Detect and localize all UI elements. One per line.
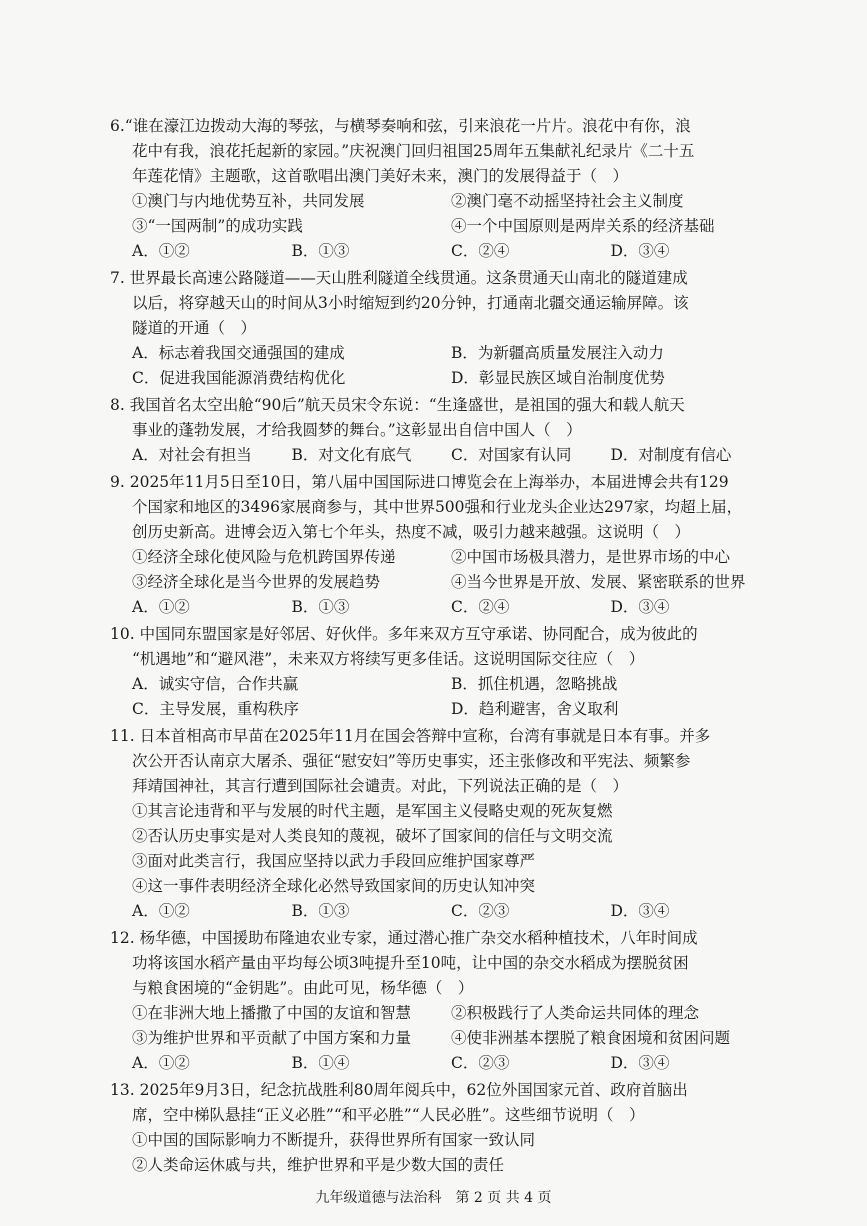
answer-option[interactable]: B．①④ xyxy=(291,1054,350,1072)
answer-option[interactable]: D．趋利避害，舍义取利 xyxy=(451,700,619,718)
question-stem-line: 10. 中国同东盟国家是好邻居、好伙伴。多年来双方互守承诺、协同配合，成为彼此的 xyxy=(110,625,698,643)
answer-option[interactable]: C．促进我国能源消费结构优化 xyxy=(132,369,346,387)
answer-option[interactable]: B．①③ xyxy=(291,902,350,920)
option-row xyxy=(110,341,770,366)
answer-option[interactable]: B．抓住机遇，忽略挑战 xyxy=(451,675,618,693)
question-12 xyxy=(110,926,770,1076)
answer-option[interactable]: A．标志着我国交通强国的建成 xyxy=(132,344,345,362)
question-stem-line: 与粮食困境的“金钥匙”。由此可见，杨华德（ ） xyxy=(132,979,474,997)
answer-option[interactable]: A．①② xyxy=(132,598,190,616)
answer-option[interactable]: D．彰显民族区域自治制度优势 xyxy=(451,369,665,387)
question-stem-line: “机遇地”和“避风港”，未来双方将续写更多佳话。这说明国际交往应（ ） xyxy=(132,650,645,668)
answer-option[interactable]: C．②③ xyxy=(451,1054,510,1072)
question-stem-line: 拜靖国神社，其言行遭到国际社会谴责。对此，下列说法正确的是（ ） xyxy=(132,777,629,795)
statement-item: ①中国的国际影响力不断提升，获得世界所有国家一致认同 xyxy=(132,1131,536,1149)
question-stem-line: 以后，将穿越天山的时间从3小时缩短到约20分钟，打通南北疆交通运输屏障。该 xyxy=(132,294,689,312)
option-row xyxy=(110,1051,770,1076)
option-row xyxy=(110,443,770,468)
question-stem-line: 席，空中梯队悬挂“正义必胜”“和平必胜”“人民必胜”。这些细节说明（ ） xyxy=(132,1106,645,1124)
question-stem-line: 隧道的开通（ ） xyxy=(132,319,257,337)
question-7 xyxy=(110,266,770,391)
statement-row xyxy=(110,545,770,570)
question-10 xyxy=(110,622,770,722)
question-stem-line: 12. 杨华德，中国援助布隆迪农业专家，通过潜心推广杂交水稻种植技术，八年时间成 xyxy=(110,929,698,947)
statement-row xyxy=(110,189,770,214)
answer-option[interactable]: D．③④ xyxy=(610,242,670,260)
statement-item: ①在非洲大地上播撒了中国的友谊和智慧 xyxy=(132,1004,412,1022)
statement-item: ②澳门毫不动摇坚持社会主义制度 xyxy=(451,192,684,210)
statement-row xyxy=(110,1026,770,1051)
statement-item: ②否认历史事实是对人类良知的蔑视，破坏了国家间的信任与文明交流 xyxy=(132,827,613,845)
answer-option[interactable]: B．①③ xyxy=(291,598,350,616)
statement-item: ①澳门与内地优势互补，共同发展 xyxy=(132,192,365,210)
statement-item: ④使非洲基本摆脱了粮食困境和贫困问题 xyxy=(451,1029,731,1047)
question-stem-line: 7. 世界最长高速公路隧道——天山胜利隧道全线贯通。这条贯通天山南北的隧道建成 xyxy=(110,269,688,287)
question-11 xyxy=(110,724,770,924)
statement-item: ①其言论违背和平与发展的时代主题，是军国主义侵略史观的死灰复燃 xyxy=(132,802,613,820)
statement-item: ③经济全球化是当今世界的发展趋势 xyxy=(132,573,381,591)
question-stem-line: 8. 我国首名太空出舱“90后”航天员宋令东说：“生逢盛世，是祖国的强大和载人航天 xyxy=(110,396,685,414)
option-row xyxy=(110,366,770,391)
question-list xyxy=(110,114,770,1180)
question-8 xyxy=(110,393,770,468)
statement-item: ③“一国两制”的成功实践 xyxy=(132,217,303,235)
option-row xyxy=(110,672,770,697)
question-9 xyxy=(110,470,770,620)
answer-option[interactable]: C．②③ xyxy=(451,902,510,920)
statement-item: ④一个中国原则是两岸关系的经济基础 xyxy=(451,217,715,235)
question-stem-line: 次公开否认南京大屠杀、强征“慰安妇”等历史事实，还主张修改和平宪法、频繁参 xyxy=(132,752,691,770)
statement-row xyxy=(110,214,770,239)
answer-option[interactable]: C．②④ xyxy=(451,242,510,260)
question-stem-line: 事业的蓬勃发展，才给我圆梦的舞台。”这彰显出自信中国人（ ） xyxy=(132,421,582,439)
answer-option[interactable]: C．主导发展，重构秩序 xyxy=(132,700,299,718)
statement-row xyxy=(110,1001,770,1026)
page-footer: 九年级道德与法治科 第 2 页 共 4 页 xyxy=(315,1190,552,1206)
answer-option[interactable]: A．①② xyxy=(132,242,190,260)
answer-option[interactable]: D．③④ xyxy=(610,598,670,616)
question-stem-line: 11. 日本首相高市早苗在2025年11月在国会答辩中宣称，台湾有事就是日本有事。并多 xyxy=(110,727,711,745)
question-stem-line: 年莲花情》主题歌，这首歌唱出澳门美好未来，澳门的发展得益于（ ） xyxy=(132,167,629,185)
question-stem-line: 13. 2025年9月3日，纪念抗战胜利80周年阅兵中，62位外国国家元首、政府首脑出 xyxy=(110,1081,688,1099)
statement-row xyxy=(110,570,770,595)
question-stem-line: 9. 2025年11月5日至10日，第八届中国国际进口博览会在上海举办，本届进博会共有129 xyxy=(110,473,729,491)
answer-option[interactable]: D．对制度有信心 xyxy=(610,446,732,464)
question-13 xyxy=(110,1078,770,1178)
statement-item: ②积极践行了人类命运共同体的理念 xyxy=(451,1004,700,1022)
answer-option[interactable]: A．诚实守信，合作共赢 xyxy=(132,675,299,693)
option-row xyxy=(110,595,770,620)
answer-option[interactable]: A．①② xyxy=(132,1054,190,1072)
question-stem-line: 花中有我，浪花托起新的家园。”庆祝澳门回归祖国25周年五集献礼纪录片《二十五 xyxy=(132,142,695,160)
statement-item: ③为维护世界和平贡献了中国方案和力量 xyxy=(132,1029,412,1047)
statement-item: ④当今世界是开放、发展、紧密联系的世界 xyxy=(451,573,746,591)
question-6 xyxy=(110,114,770,264)
option-row xyxy=(110,697,770,722)
answer-option[interactable]: A．①② xyxy=(132,902,190,920)
question-stem-line: 创历史新高。进博会迈入第七个年头，热度不减，吸引力越来越强。这说明（ ） xyxy=(132,523,691,541)
question-stem-line: 6.“谁在濠江边拨动大海的琴弦，与横琴奏响和弦，引来浪花一片片。浪花中有你，浪 xyxy=(110,117,691,135)
answer-option[interactable]: C．对国家有认同 xyxy=(451,446,572,464)
option-row xyxy=(110,239,770,264)
answer-option[interactable]: B．为新疆高质量发展注入动力 xyxy=(451,344,664,362)
answer-option[interactable]: D．③④ xyxy=(610,902,670,920)
statement-item: ②人类命运休戚与共，维护世界和平是少数大国的责任 xyxy=(132,1156,505,1174)
answer-option[interactable]: D．③④ xyxy=(610,1054,670,1072)
statement-item: ④这一事件表明经济全球化必然导致国家间的历史认知冲突 xyxy=(132,877,536,895)
answer-option[interactable]: A．对社会有担当 xyxy=(132,446,252,464)
statement-item: ③面对此类言行，我国应坚持以武力手段回应维护国家尊严 xyxy=(132,852,536,870)
statement-item: ②中国市场极具潜力，是世界市场的中心 xyxy=(451,548,731,566)
question-stem-line: 功将该国水稻产量由平均每公顷3吨提升至10吨，让中国的杂交水稻成为摆脱贫困 xyxy=(132,954,689,972)
answer-option[interactable]: B．对文化有底气 xyxy=(291,446,412,464)
option-row xyxy=(110,899,770,924)
answer-option[interactable]: C．②④ xyxy=(451,598,510,616)
statement-item: ①经济全球化使风险与危机跨国界传递 xyxy=(132,548,396,566)
answer-option[interactable]: B．①③ xyxy=(291,242,350,260)
question-stem-line: 个国家和地区的3496家展商参与，其中世界500强和行业龙头企业达297家，均超上届， xyxy=(132,498,743,516)
